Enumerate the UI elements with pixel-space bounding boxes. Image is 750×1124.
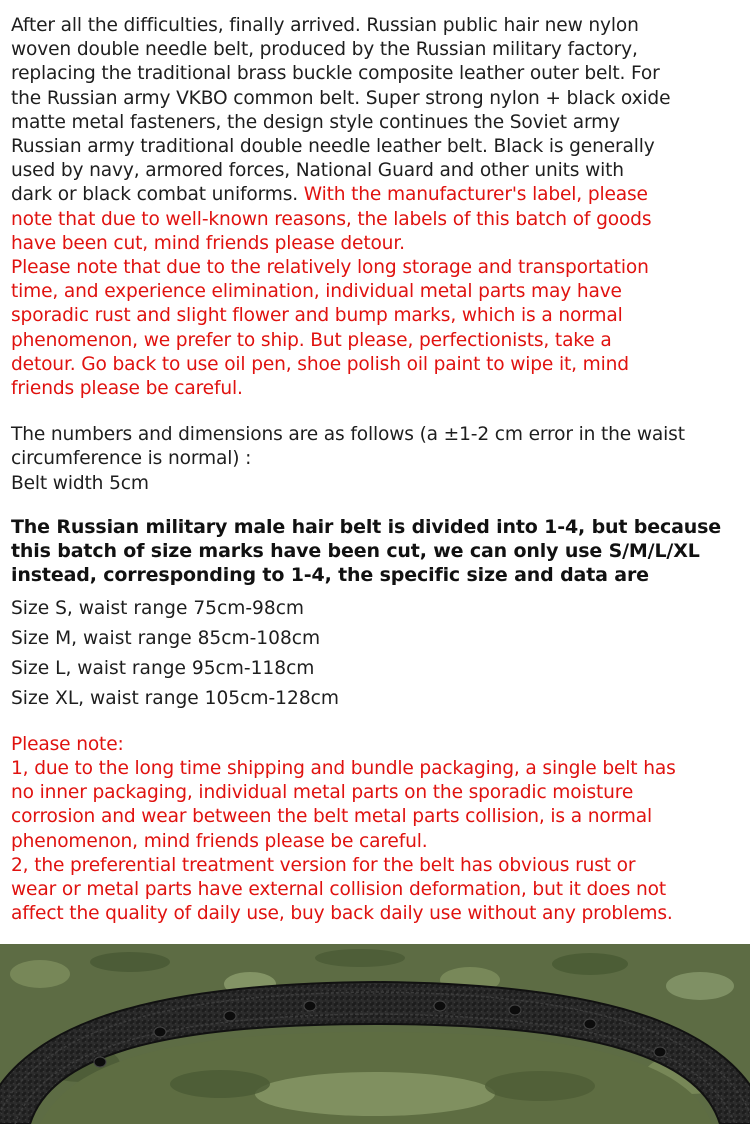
size-item-m: Size M, waist range 85cm-108cm: [11, 627, 321, 649]
size-item-s: Size S, waist range 75cm-98cm: [11, 597, 305, 619]
storage-warning: Please note that due to the relatively long storage and transportation time, and experience elimination, individual metal parts may have sporadic rust and slight flower and bump marks, which is a normal phenomenon, we prefer to ship. But please, perfectionists, take a detour. Go back to use oil pen, shoe polish oil paint to wipe it, mind friends please be careful.: [11, 257, 649, 400]
sizing-note: The Russian military male hair belt is divided into 1-4, but because this batch of size marks have been cut, we can only use S/M/L/XL instead, corresponding to 1-4, the specific size and data are: [11, 515, 722, 587]
note-item-2: 2, the preferential treatment version for the belt has obvious rust or wear or metal parts have external collision deformation, but it does not affect the quality of daily use, buy back daily use without any problems.: [11, 854, 673, 925]
belt-photo-image: [0, 944, 750, 1124]
size-item-xl: Size XL, waist range 105cm-128cm: [11, 687, 339, 709]
size-item-l: Size L, waist range 95cm-118cm: [11, 657, 315, 679]
note-item-1: 1, due to the long time shipping and bundle packaging, a single belt has no inner packaging, individual metal parts on the sporadic moisture corrosion and wear between the belt metal parts collision, is a normal phenomenon, mind friends please be careful.: [11, 757, 676, 852]
note-heading: Please note:: [11, 733, 124, 755]
belt-photo: [0, 944, 750, 1124]
dimensions-text: The numbers and dimensions are as follows (a ±1-2 cm error in the waist circumference is normal) : Belt width 5cm: [11, 424, 685, 494]
note-section: [11, 733, 745, 927]
intro-text: After all the difficulties, finally arrived. Russian public hair new nylon woven double needle belt, produced by the Russian military factory, replacing the traditional brass buckle composite leather outer belt. For the Russian army VKBO common belt. Super strong nylon + black oxide matte metal fasteners, the design style continues the Soviet army Russian army traditional double needle leather belt. Black is generally used by navy, armored forces, National Guard and other units with dark or black combat uniforms.: [11, 15, 671, 206]
size-list: [11, 594, 745, 714]
product-description: [11, 14, 745, 926]
intro-paragraph: [11, 14, 745, 401]
label-cut-warning: With the manufacturer's label, please note that due to well-known reasons, the labels of this batch of goods have been cut, mind friends please detour.: [11, 184, 652, 254]
